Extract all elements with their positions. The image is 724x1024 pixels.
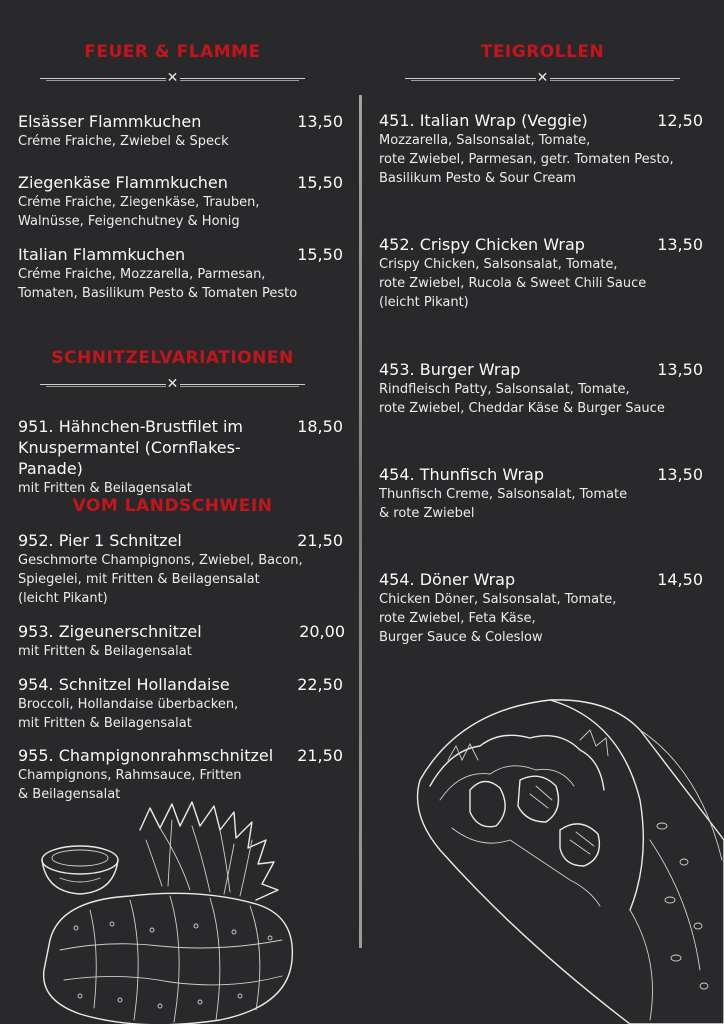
section-title-teigrollen: TEIGROLLEN <box>480 42 605 62</box>
menu-item <box>379 464 703 523</box>
item-price: 21,50 <box>297 531 343 550</box>
item-description: Crispy Chicken, Salsonsalat, Tomate, rote Zwiebel, Rucola & Sweet Chili Sauce (leicht Pikant) <box>379 257 647 310</box>
menu-item <box>379 234 703 312</box>
item-name: Italian Flammkuchen <box>18 245 186 264</box>
item-name: 951. Hähnchen-Brustfilet im Knuspermantel (Cornflakes-Panade) <box>18 417 244 478</box>
item-price: 21,50 <box>297 746 343 765</box>
wrap-sketch-icon <box>400 690 724 1024</box>
divider <box>405 70 680 86</box>
menu-item <box>18 674 343 733</box>
section-title-feuer: FEUER & FLAMME <box>84 42 261 62</box>
item-price: 13,50 <box>657 360 703 379</box>
menu-item <box>18 416 343 498</box>
item-name: 451. Italian Wrap (Veggie) <box>379 111 588 130</box>
menu-item <box>379 359 703 418</box>
menu-item <box>379 110 703 188</box>
item-description: Rindfleisch Patty, Salsonsalat, Tomate, rote Zwiebel, Cheddar Käse & Burger Sauce <box>379 382 665 416</box>
item-description: Mozzarella, Salsonsalat, Tomate, rote Zwiebel, Parmesan, getr. Tomaten Pesto, Basilikum Pesto & Sour Cream <box>379 133 674 186</box>
item-description: Broccoli, Hollandaise überbacken, mit Fritten & Beilagensalat <box>18 697 239 731</box>
item-description: Créme Fraiche, Mozzarella, Parmesan, Tomaten, Basilikum Pesto & Tomaten Pesto <box>18 267 298 301</box>
item-price: 15,50 <box>297 245 343 264</box>
column-divider <box>359 95 362 948</box>
menu-item <box>18 111 343 151</box>
section-title-schnitzel: SCHNITZELVARIATIONEN <box>51 348 294 368</box>
item-name: Ziegenkäse Flammkuchen <box>18 173 228 192</box>
menu-item <box>18 530 343 608</box>
item-description: mit Fritten & Beilagensalat <box>18 644 192 659</box>
divider <box>40 376 305 392</box>
item-price: 20,00 <box>299 622 345 641</box>
item-price: 13,50 <box>657 465 703 484</box>
item-name: Elsässer Flammkuchen <box>18 112 202 131</box>
menu-item <box>18 621 345 661</box>
item-price: 15,50 <box>297 173 343 192</box>
menu-item <box>18 172 343 231</box>
item-price: 14,50 <box>657 570 703 589</box>
item-name: 954. Schnitzel Hollandaise <box>18 675 230 694</box>
item-price: 13,50 <box>657 235 703 254</box>
cross-icon: ✕ <box>166 376 179 392</box>
divider <box>40 70 305 86</box>
item-name: 454. Döner Wrap <box>379 570 516 589</box>
item-description: Chicken Döner, Salsonsalat, Tomate, rote Zwiebel, Feta Käse, Burger Sauce & Coleslow <box>379 592 617 645</box>
menu-item <box>18 745 343 804</box>
item-price: 18,50 <box>297 417 343 436</box>
item-name: 953. Zigeunerschnitzel <box>18 622 202 641</box>
section-title-landschwein: VOM LANDSCHWEIN <box>72 496 273 516</box>
schnitzel-sketch-icon <box>20 800 340 1024</box>
item-description: Champignons, Rahmsauce, Fritten & Beilagensalat <box>18 768 242 802</box>
cross-icon: ✕ <box>166 70 179 86</box>
item-name: 952. Pier 1 Schnitzel <box>18 531 182 550</box>
item-price: 22,50 <box>297 675 343 694</box>
item-description: Créme Fraiche, Ziegenkäse, Trauben, Walnüsse, Feigenchutney & Honig <box>18 195 260 229</box>
item-description: Geschmorte Champignons, Zwiebel, Bacon, Spiegelei, mit Fritten & Beilagensalat (leicht Pikant) <box>18 553 303 606</box>
item-name: 454. Thunfisch Wrap <box>379 465 544 484</box>
menu-item <box>379 569 703 647</box>
item-description: mit Fritten & Beilagensalat <box>18 481 192 496</box>
item-price: 13,50 <box>297 112 343 131</box>
item-name: 955. Champignonrahmschnitzel <box>18 746 274 765</box>
item-price: 12,50 <box>657 111 703 130</box>
item-description: Créme Fraiche, Zwiebel & Speck <box>18 134 229 149</box>
menu-item <box>18 244 343 303</box>
item-name: 452. Crispy Chicken Wrap <box>379 235 585 254</box>
cross-icon: ✕ <box>536 70 549 86</box>
item-name: 453. Burger Wrap <box>379 360 521 379</box>
item-description: Thunfisch Creme, Salsonsalat, Tomate & rote Zwiebel <box>379 487 628 521</box>
